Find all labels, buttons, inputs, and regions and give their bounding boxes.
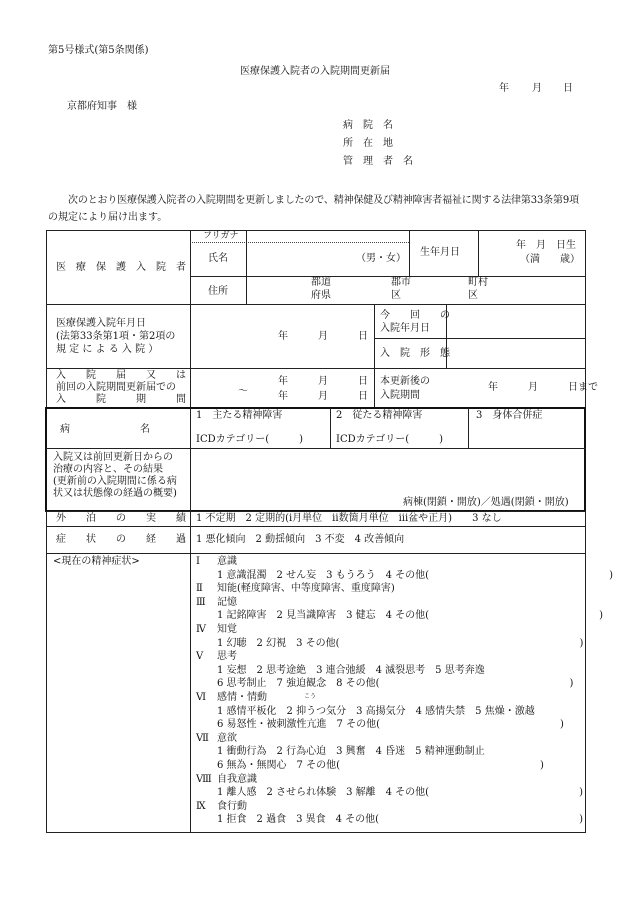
- disease-label: 病 名: [60, 424, 150, 435]
- name-label: 氏名: [208, 253, 228, 264]
- town-bottom: 区: [468, 290, 478, 301]
- symptom-category: 自我意識: [217, 773, 257, 785]
- symptom-options[interactable]: 6 思考制止 7 強迫観念 8 その他( ): [217, 678, 574, 690]
- pref-top: 都道: [311, 277, 331, 288]
- address-label: 住所: [208, 286, 228, 297]
- ruby-annotation: こう: [304, 693, 317, 700]
- treatment-label-3: (更新前の入院期間に係る病: [53, 476, 177, 487]
- period-after-2: 入院期間: [380, 390, 420, 401]
- sub-disorder: 2 従たる精神障害: [336, 410, 423, 421]
- symptom-category-number: Ⅸ: [196, 800, 206, 812]
- course-options[interactable]: 1 悪化傾向 2 動揺傾向 3 不変 4 改善傾向: [196, 534, 405, 545]
- treatment-label-4: 状又は状態像の経過の概要): [53, 488, 177, 499]
- symptom-options[interactable]: 6 無為・無関心 7 その他( ): [217, 760, 544, 771]
- admission-date[interactable]: 年 月 日: [278, 331, 368, 342]
- admission-form-label: 入 院 形 態: [380, 348, 450, 359]
- symptom-category-number: Ⅲ: [196, 596, 206, 608]
- symptom-options[interactable]: 1 拒食 2 過食 3 異食 4 その他( ): [217, 814, 583, 826]
- symptoms-label: <現在の精神症状>: [53, 556, 140, 567]
- period-tilde: 〜: [238, 386, 248, 397]
- hospital-manager-label: 管 理 者 名: [343, 156, 413, 167]
- icd-category-1[interactable]: ICDカテゴリー( ): [196, 434, 304, 445]
- period-after-1: 本更新後の: [380, 376, 430, 387]
- intro-line-1: 次のとおり医療保護入院者の入院期間を更新しましたので、精神保健及び精神障害者福祉に関する法律第33条第9項: [68, 195, 579, 206]
- symptom-options[interactable]: 1 記銘障害 2 見当識障害 3 健忘 4 その他( ): [217, 610, 603, 622]
- hospital-name-label: 病 院 名: [343, 120, 393, 131]
- town-top: 町村: [468, 277, 488, 288]
- period-label-1: 入 院 届 又 は: [56, 370, 186, 381]
- date-month-label: 月: [532, 83, 542, 94]
- symptom-category: 意識: [217, 556, 237, 567]
- main-disorder: 1 主たる精神障害: [196, 410, 283, 421]
- symptom-category: 食行動: [217, 800, 247, 812]
- admission-label-2: (法第33条第1項・第2項の: [56, 331, 176, 342]
- symptom-category: 知覚: [217, 624, 237, 635]
- symptom-category: 知能(軽度障害、中等度障害、重度障害): [217, 583, 395, 595]
- symptom-options[interactable]: 1 幻聴 2 幻視 3 その他( ): [217, 637, 584, 649]
- period-until[interactable]: 年 月 日まで: [488, 382, 598, 393]
- treatment-label-1: 入院又は前回更新日からの: [53, 452, 173, 463]
- furigana-label: フリガナ: [203, 231, 239, 241]
- physical-comorbidity: 3 身体合併症: [476, 410, 543, 421]
- symptom-category-number: Ⅱ: [196, 583, 203, 595]
- date-year-label: 年: [499, 83, 509, 94]
- symptom-options[interactable]: 1 妄想 2 思考途絶 3 連合弛緩 4 滅裂思考 5 思考奔逸: [217, 664, 485, 676]
- treatment-label-2: 治療の内容と、その結果: [53, 464, 163, 475]
- admission-label-1: 医療保護入院年月日: [56, 318, 146, 329]
- form-title: 医療保護入院者の入院期間更新届: [240, 66, 390, 77]
- date-day-label: 日: [563, 83, 573, 94]
- ward-treatment[interactable]: 病棟(閉鎖・開放)／処遇(閉鎖・開放): [403, 497, 569, 508]
- symptom-category: 思考: [217, 651, 237, 663]
- this-admission-label-2: 入院年月日: [380, 323, 430, 334]
- course-label: 症 状 の 経 過: [56, 534, 186, 545]
- admission-label-3: 規 定 に よ る 入 院 ）: [56, 344, 159, 355]
- symptom-options[interactable]: 1 離人感 2 させられ体験 3 解離 4 その他( ): [217, 787, 583, 799]
- birth-value-line2[interactable]: （満 歳）: [520, 254, 580, 265]
- symptom-category-number: Ⅴ: [196, 651, 204, 663]
- form-number: 第5号様式(第5条関係): [48, 45, 149, 56]
- birth-value-line1[interactable]: 年 月 日生: [516, 240, 576, 251]
- symptom-category-number: Ⅷ: [196, 773, 212, 785]
- symptom-options[interactable]: 1 感情平板化 2 抑うつ気分 3 高揚気分 4 感情失禁 5 焦燥・激越: [217, 705, 535, 717]
- outing-label: 外 泊 の 実 績: [56, 513, 186, 524]
- symptom-options[interactable]: 6 易怒性・被刺激性亢進 7 その他( ): [217, 719, 564, 731]
- city-top: 郡市: [391, 277, 411, 288]
- symptom-category-number: Ⅶ: [196, 732, 209, 744]
- outing-options[interactable]: 1 不定期 2 定期的(i月単位 ii数箇月単位 iii盆や正月) 3 なし: [196, 513, 502, 524]
- symptom-category-number: Ⅵ: [196, 692, 207, 703]
- sex-field[interactable]: （男・女）: [356, 253, 406, 264]
- patient-label: 医 療 保 護 入 院 者: [56, 262, 186, 273]
- icd-category-2[interactable]: ICDカテゴリー( ): [336, 434, 444, 445]
- symptom-category: 記憶: [217, 596, 237, 608]
- period-label-3: 入 院 期 間: [56, 394, 186, 405]
- intro-line-2: の規定により届け出ます。: [48, 212, 168, 223]
- addressee: 京都府知事 様: [67, 101, 137, 112]
- symptom-category: 意欲: [217, 732, 237, 744]
- symptom-options[interactable]: 1 意識混濁 2 せん妄 3 もうろう 4 その他( ): [217, 569, 613, 581]
- birth-label: 生年月日: [420, 247, 460, 258]
- symptom-category: 感情・情動: [217, 692, 267, 703]
- period-label-2: 前回の入院期間更新届での: [56, 382, 176, 393]
- period-from[interactable]: 年 月 日: [278, 376, 368, 387]
- hospital-address-label: 所 在 地: [343, 138, 393, 149]
- symptom-category-number: Ⅰ: [196, 556, 200, 567]
- symptom-category-number: Ⅳ: [196, 624, 206, 635]
- pref-bottom: 府県: [311, 290, 331, 301]
- city-bottom: 区: [391, 290, 401, 301]
- period-to[interactable]: 年 月 日: [278, 391, 368, 402]
- symptom-options[interactable]: 1 衝動行為 2 行為心迫 3 興奮 4 昏迷 5 精神運動制止: [217, 746, 485, 758]
- this-admission-label-1: 今 回 の: [380, 310, 450, 321]
